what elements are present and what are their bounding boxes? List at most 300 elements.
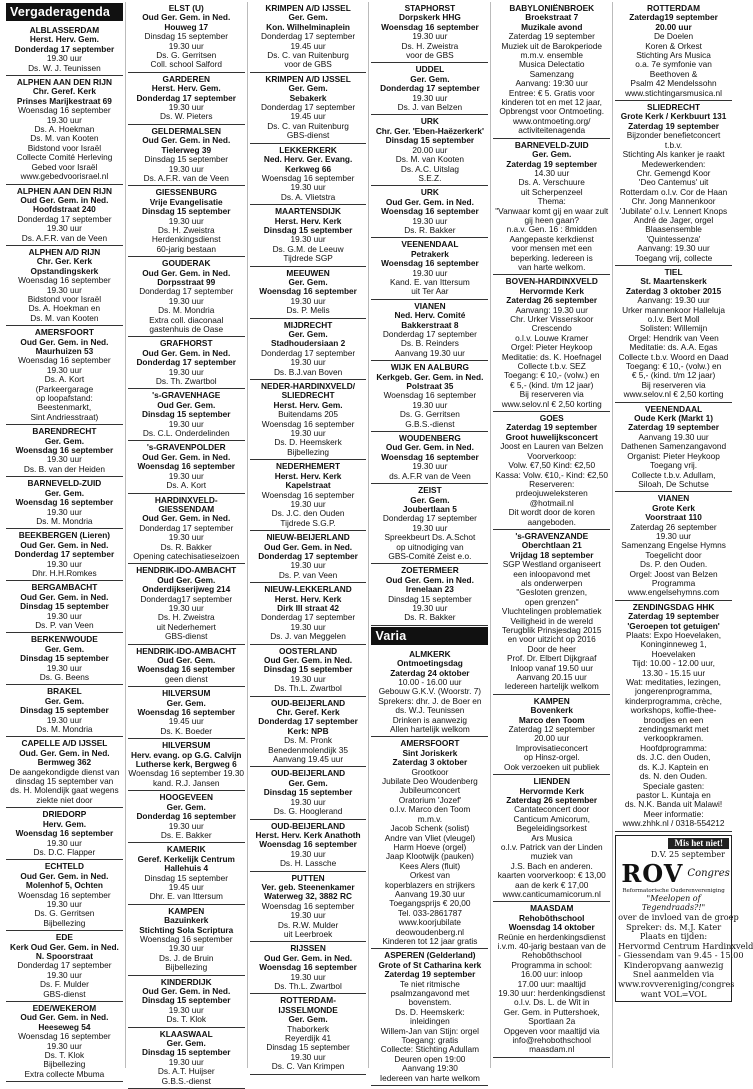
entry-line: Ds. A.T. Huijser — [157, 1066, 215, 1077]
entry-line: Willem-Jan van Stijn: orgel — [380, 1025, 479, 1036]
entry-line: Reünie en herdenkingsdienst — [497, 931, 606, 942]
entry-line: Dinsdag 15 september — [20, 653, 109, 664]
entry-line: pastor L. Kuntaja en — [636, 789, 711, 800]
entry-place: ZEIST — [418, 485, 442, 496]
entry-place: BARNEVELD-ZUID — [514, 139, 589, 150]
entry-line: Andre van Vliet (vleugel) — [384, 832, 476, 843]
entry-line: uit Ter Aar — [411, 286, 449, 297]
entry-line: Muzikale avond — [521, 21, 583, 32]
entry-line: Plaats: Expo Hoevelaken, — [626, 630, 722, 640]
entry-place: HARDINXVELD- — [154, 494, 218, 505]
entry-line: Sint Joriskerk — [402, 747, 458, 758]
entry-line: 19.30 uur — [46, 714, 82, 725]
agenda-entry — [493, 775, 610, 902]
agenda-entry — [250, 583, 367, 644]
entry-line: Herv. evang. op G.G. Calvijn — [130, 749, 242, 760]
entry-line: Woensdag 16 september — [261, 172, 355, 183]
entry-place: KAMERIK — [166, 844, 206, 855]
entry-place: KINDERDIJK — [160, 976, 212, 987]
entry-line: gij heen gaan? — [524, 214, 579, 225]
entry-line: 19.30 uur — [46, 969, 82, 980]
entry-line: Bidstond voor Israël — [27, 293, 102, 304]
entry-line: Ds. F. Mulder — [39, 979, 89, 990]
entry-line: Ds. D.C. Flapper — [33, 846, 96, 857]
entry-line: Entree: € 5. Gratis voor — [508, 87, 595, 98]
entry-line: 'Geroepen tot getuigen' — [627, 620, 720, 631]
entry-line: Ds. R.W. Mulder — [277, 919, 339, 930]
entry-line: Ds. Th.L. Zwartbol — [274, 683, 342, 694]
entry-line: kinderen tot en met 12 jaar, — [501, 97, 602, 108]
entry-line: Terugblik Prinsjesdag 2015 — [501, 625, 602, 635]
entry-place: KLAASWAAL — [159, 1028, 213, 1039]
entry-line: Jacob Schenk (solist) — [390, 823, 470, 834]
entry-line: "Gesloten grenzen, — [516, 587, 588, 598]
entry-line: 19.30 uur — [412, 461, 448, 472]
entry-line: Woensdag 16 september — [18, 275, 111, 286]
entry-line: Thaborkerk — [287, 1023, 330, 1034]
entry-line: Aanvang: 19.30 uur — [515, 304, 588, 315]
entry-line: Musica Delectatio — [518, 59, 585, 70]
entry-line: Extra coll. diaconaal — [149, 314, 224, 325]
entry-line: ds. H. Molendijk gaat wegens — [10, 785, 119, 796]
entry-line: Tijd: 10.00 - 12.00 uur, — [632, 658, 715, 669]
rov-congress-advertisement — [615, 835, 753, 1003]
entry-line: Veiligheid in de wereld — [510, 615, 594, 626]
entry-line: 19.30 uur — [290, 673, 326, 684]
entry-place: EDE/WEKEROM — [32, 1003, 97, 1013]
entry-line: Aanvang 19.45 uur — [273, 754, 344, 765]
agenda-entry — [250, 872, 367, 943]
entry-line: Ger. Gem. — [288, 329, 328, 339]
entry-line: Orgel: Hendrik van Veen — [628, 332, 719, 343]
entry-place: UDDEL — [415, 64, 445, 75]
entry-line: Woensdag 16 september — [261, 900, 355, 911]
entry-place: OUD-BEIJERLAND — [270, 768, 346, 779]
entry-line: Benedenmolendijk 35 — [268, 744, 348, 755]
entry-line: Ds. B. Reinders — [400, 338, 459, 349]
entry-line: Oud Ger. Gem. in Ned. — [142, 267, 231, 278]
agenda-entry — [6, 246, 123, 326]
entry-line: Sportlaan 2a — [528, 1016, 576, 1027]
entry-line: Chr. Ger. 'Eben-Haëzerkerk' — [375, 125, 484, 136]
entry-line: Stichting Als kanker je raakt — [622, 149, 725, 160]
entry-line: o.l.v. Marco den Toom — [389, 804, 471, 815]
entry-place: AMERSFOORT — [34, 327, 94, 338]
entry-line: Ver. geb. Steenenkamer — [261, 881, 355, 892]
entry-line: 19.30 uur — [46, 662, 82, 673]
entry-line: GIESSENDAM — [158, 503, 215, 514]
agenda-entry — [371, 300, 488, 361]
entry-line: Toegang: € 10,- (volw.) en — [625, 361, 722, 372]
entry-place: OUD-BEIJERLAND — [270, 820, 346, 831]
entry-line: Oud Ger. Gem. in Ned. — [20, 194, 109, 205]
entry-line: Ger. Gem. — [288, 1014, 328, 1025]
entry-line: Woensdag 16 september — [261, 418, 355, 429]
agenda-entry — [250, 144, 367, 205]
entry-line: Ds. P. van Veen — [35, 619, 94, 630]
entry-line: Bijbellezing — [287, 446, 330, 457]
entry-line: GBS-dienst — [165, 631, 208, 642]
entry-line: www.engelsehymns.com — [627, 587, 720, 598]
entry-place: GIESSENBURG — [155, 187, 217, 198]
entry-line: Dathenen Samenzangavond — [620, 441, 727, 452]
entry-line: www.gebedvoorisrael.nl — [20, 171, 109, 182]
agenda-entry — [371, 63, 488, 115]
entry-line: Ds. R. Bakker — [404, 224, 456, 235]
entry-line: Oud Ger. Gem. in Ned. — [142, 986, 231, 996]
entry-line: Jubileumconcert — [399, 785, 461, 796]
entry-line: ds. N.K. Banda uit Malawi! — [624, 799, 723, 810]
agenda-entry — [371, 737, 488, 949]
entry-line: Ger. Gem. in Puttershoek, — [503, 1006, 600, 1017]
logo-suffix: Congres — [687, 867, 730, 879]
entry-line: Zaterdag 19 september — [628, 120, 719, 131]
entry-line: Toegang vrij, collecte — [634, 252, 713, 263]
agenda-entry — [128, 257, 245, 337]
entry-line: 19.30 uur — [46, 223, 82, 234]
entry-place: KAMPEN — [168, 905, 205, 916]
entry-line: Rehobôthschool — [519, 912, 585, 923]
entry-line: 19.30 uur — [46, 114, 82, 125]
entry-line: Donderdag 17 september — [14, 549, 115, 560]
agenda-entry — [250, 460, 367, 531]
entry-line: Aanvang: 19.30 uur — [637, 295, 710, 306]
agenda-entry — [128, 2, 245, 73]
entry-line: m.m.v. — [417, 813, 443, 824]
entry-place: GOUDERAK — [162, 258, 211, 269]
agenda-entry — [6, 737, 123, 808]
entry-line: Chr. Geref. Kerk — [276, 707, 340, 718]
entry-line: Marco den Toom — [518, 714, 585, 725]
entry-line: 19.30 uur — [290, 796, 326, 807]
ad-line: Kinderopvang aanwezig — [623, 959, 724, 970]
entry-line: 19.30 uur — [46, 506, 82, 517]
entry-line: Zaterdag 19 september — [628, 422, 719, 433]
entry-line: workshops, koffie-thee- — [630, 705, 717, 716]
entry-line: Donderdag 17 september — [139, 522, 234, 533]
entry-line: Toegangsprijs € 20,00 — [389, 898, 471, 909]
entry-line: Onderdijkserijweg 214 — [142, 584, 231, 595]
entry-line: www.stichtingarsmusica.nl — [625, 87, 722, 98]
entry-place: OOSTERLAND — [279, 645, 338, 656]
entry-line: Ds. D. Heemskerk: — [395, 1006, 465, 1017]
entry-line: Deuren open 19:00 — [394, 1053, 466, 1064]
agenda-entry — [493, 412, 610, 530]
entry-line: Dhr. E. van Ittersum — [149, 891, 223, 902]
entry-line: Dorpsstraat 99 — [157, 276, 216, 287]
entry-line: Zaterdag 12 september — [508, 724, 595, 735]
entry-line: Meer informatie: — [643, 808, 704, 819]
entry-line: Ger. Gem. — [166, 1038, 206, 1049]
entry-place: KRIMPEN A/D IJSSEL — [265, 73, 351, 84]
agenda-entry — [250, 267, 367, 319]
entry-line: Samenzang Engelse Hymns — [621, 540, 726, 551]
entry-line: Ds. J. van Meggelen — [270, 631, 346, 642]
entry-line: Kand. E. van Ittersum — [390, 276, 470, 287]
entry-line: m.m.v. ensemble — [520, 50, 583, 61]
entry-line: Meditatie: ds. K. Hoefnagel — [501, 351, 602, 362]
entry-line: St. Maartenskerk — [640, 276, 707, 287]
entry-line: Oud Ger. Gem. — [157, 655, 216, 665]
entry-line: Zaterdag 26 september — [506, 295, 598, 306]
entry-line: Kapelstraat — [285, 480, 331, 491]
entry-line: Chr. Ger. Kerk — [36, 256, 93, 267]
entry-line: Hoevelaken — [651, 648, 696, 659]
entry-line: Ds. H. Zweistra — [401, 40, 459, 51]
agenda-entry — [371, 949, 488, 1086]
entry-place: ASPEREN (Gelderland) — [384, 950, 476, 961]
agenda-entry — [250, 767, 367, 819]
entry-line: Ds. G.M. de Leeuw — [272, 243, 344, 254]
entry-line: Kees Alers (fluit) — [399, 860, 461, 871]
entry-line: 19.30 uur — [168, 215, 204, 226]
entry-line: Woensdag 16 september 19.30 — [128, 768, 245, 779]
entry-line: Ds. A. Kort — [44, 374, 85, 385]
entry-line: Bermweg 362 — [37, 757, 92, 768]
entry-line: Ds. H. Zweistra — [157, 224, 215, 235]
agenda-entry — [128, 337, 245, 389]
entry-line: Ds. M. Mondria — [36, 724, 93, 735]
entry-line: Oud Ger. Gem. in Ned. — [385, 574, 474, 585]
entry-line: o.l.v. Patrick van der Linden — [500, 841, 603, 852]
entry-line: Aanvang 19.30 uur — [394, 347, 465, 358]
entry-line: ds. W.J. Teunissen — [395, 705, 465, 716]
entry-line: SLIEDRECHT — [281, 390, 335, 401]
entry-line: Sint Andriesstraat) — [30, 411, 99, 422]
entry-line: Ds. W. J. Teunissen — [28, 62, 101, 73]
entry-line: Urker mannenkoor Halleluja — [622, 304, 725, 315]
entry-line: Groot huwelijksconcert — [505, 431, 598, 442]
entry-line: Kon. Wilhelminaplein — [266, 21, 350, 32]
entry-line: € 5,- (kind. t/m 12 jaar) — [509, 379, 594, 390]
entry-line: Zaterdag 19 september — [628, 611, 719, 622]
entry-line: www.ontmoeting.org/ — [512, 115, 591, 126]
entry-line: Woensdag 16 september — [381, 206, 479, 217]
column-1 — [4, 2, 125, 1079]
entry-line: Rotterdam o.l.v. Cor de Haan — [619, 186, 728, 197]
entry-line: Woensdag 16 september — [18, 889, 111, 900]
entry-line: Drinken is aanwezig — [392, 714, 468, 725]
entry-line: Ned. Herv. Ger. Evang. — [263, 154, 353, 165]
entry-line: Aanvang: 19.30 uur — [637, 243, 710, 254]
entry-line: Bovenkerk — [530, 705, 573, 716]
entry-line: Joost en Lauren van Belzen — [500, 441, 604, 452]
entry-line: Geref. Kerkelijk Centrum — [137, 853, 235, 864]
entry-line: op loopafstand: — [36, 393, 93, 404]
agenda-entry — [6, 581, 123, 633]
entry-line: Ds. G. Beens — [39, 672, 90, 682]
entry-line: Collecte Comité Herleving — [16, 152, 113, 163]
entry-line: Irenelaan 23 — [405, 584, 454, 595]
entry-line: Meditatie: ds. A.A. Egas — [629, 342, 718, 353]
entry-line: IJSSELMONDE — [278, 1004, 338, 1015]
agenda-entry — [615, 266, 732, 403]
entry-place: OUD-BEIJERLAND — [270, 697, 346, 708]
entry-line: 19.30 uur — [168, 295, 204, 306]
entry-line: 19.30 uur — [168, 470, 204, 481]
entry-line: Oud Ger. Gem. in Ned. — [385, 196, 474, 207]
entry-line: G.B.S.-dienst — [161, 1075, 211, 1086]
entry-line: uit Scherpenzeel — [520, 186, 583, 197]
entry-line: 19.30 uur — [168, 163, 204, 174]
agenda-entry — [250, 645, 367, 697]
entry-place: ROTTERDAM- — [280, 995, 336, 1006]
entry-line: o.l.v. Bert Moll — [647, 314, 700, 324]
entry-place: GRAFHORST — [159, 338, 213, 349]
entry-line: 19.30 uur — [290, 295, 326, 306]
entry-line: Grootkoor — [411, 766, 449, 777]
entry-line: Oude Kerk (Markt 1) — [634, 413, 713, 424]
entry-place: 's-GRAVENZANDE — [515, 530, 589, 541]
entry-line: Dinsdag 15 september — [266, 1042, 350, 1053]
entry-line: Ds. A. Verschuure — [518, 177, 585, 188]
entry-line: Herst. Herv. Gem. — [151, 83, 221, 94]
entry-place: ROTTERDAM — [647, 3, 701, 13]
entry-line: Herst. Herv. Gem. — [29, 34, 99, 45]
entry-line: Ds. Th. Zwartbol — [155, 376, 217, 387]
entry-line: Donderdag 17 september — [380, 83, 480, 94]
entry-line: inleidingen — [410, 1016, 450, 1027]
entry-line: Woensdag 16 september — [18, 355, 111, 366]
entry-line: Oud Ger. Gem. in Ned. — [20, 1012, 109, 1023]
entry-line: 19.30 uur — [168, 102, 204, 113]
entry-line: Ds. J. van Belzen — [397, 102, 463, 113]
entry-line: 19.30 uur — [46, 364, 82, 375]
agenda-entry — [250, 380, 367, 460]
agenda-entry — [128, 687, 245, 739]
agenda-entry — [371, 564, 488, 625]
entry-line: 19.30 uur — [168, 1004, 204, 1015]
entry-line: Inloop vanaf 19.50 uur — [510, 662, 594, 673]
entry-line: Chr. Jong Mannenkoor — [631, 196, 716, 207]
entry-place: MAASDAM — [530, 903, 574, 914]
entry-line: Ds. Th.L. Zwartbol — [274, 981, 342, 991]
entry-place: MEEUWEN — [286, 267, 330, 278]
agenda-entry — [371, 484, 488, 564]
entry-line: Heeseweg 54 — [38, 1021, 91, 1032]
entry-line: Orkest van — [409, 870, 450, 881]
entry-line: Ds. G. Gerritsen — [399, 409, 460, 420]
entry-line: Voorverkoop: — [527, 450, 577, 461]
entry-line: Woensdag 16 september — [137, 461, 236, 472]
entry-line: 19.45 uur — [168, 716, 204, 727]
entry-place: ALMKERK — [409, 648, 451, 659]
entry-line: Samenzang — [529, 68, 574, 79]
entry-line: Bij reserveren via — [519, 389, 584, 400]
entry-line: Harm Hoeve (orgel) — [393, 841, 467, 852]
entry-line: Aanvang: 19:30 uur — [515, 78, 588, 89]
entry-line: i.v.m. 40-jarig bestaan van de — [497, 941, 606, 951]
entry-line: Jaap Klootwijk (pauken) — [385, 851, 474, 862]
entry-line: Aanvang 20.15 uur — [516, 672, 587, 683]
entry-line: Woensdag 16 september — [18, 105, 111, 116]
entry-line: Cantateconcert door — [514, 804, 590, 815]
entry-place: NIEUW-LEKKERLAND — [264, 584, 352, 595]
entry-place: PUTTEN — [291, 872, 325, 883]
entry-line: Tel. 033-2861787 — [397, 907, 462, 918]
entry-line: Woensdag 16 september — [15, 828, 114, 839]
entry-line: Organist: Pieter Heykoop — [627, 450, 720, 461]
agenda-entry — [6, 633, 123, 685]
entry-line: Ger. Gem. — [44, 435, 85, 446]
entry-line: Ds. C.L. Onderdelinden — [142, 428, 230, 439]
entry-line: Ned. Herv. Comité — [394, 310, 466, 321]
entry-place: DRIEDORP — [42, 809, 87, 820]
agenda-entry — [250, 73, 367, 144]
ad-line: over de invloed van de groep — [618, 911, 739, 922]
agenda-entry — [128, 843, 245, 904]
entry-line: Dorpskerk HHG — [399, 12, 461, 23]
logo-subtitle: Reformatorische Ouderenvereniging — [622, 887, 725, 894]
entry-line: Rehobôthschool — [521, 950, 582, 961]
entry-line: Donderdag 17 september — [258, 716, 358, 727]
entry-line: Stichting Ars Musica — [636, 50, 711, 61]
entry-line: Woensdag 14 oktober — [508, 922, 595, 933]
entry-line: Bij reserveren via — [641, 379, 706, 390]
entry-line: Dinsdag 15 september — [20, 601, 109, 612]
entry-line: Donderdag 17 september — [139, 286, 234, 297]
agenda-entry — [6, 931, 123, 1002]
entry-line: 60-jarig bestaan — [156, 243, 216, 254]
entry-place: LIENDEN — [533, 776, 570, 787]
entry-line: Ger. Gem. — [288, 777, 328, 788]
entry-line: Ontmoetingsdag — [396, 658, 463, 669]
entry-line: Siloah, De Schutse — [638, 478, 709, 489]
agenda-entry — [371, 2, 488, 63]
entry-line: beperking. Iedereen is — [510, 252, 593, 263]
entry-line: Bidstond voor Israël — [27, 142, 102, 153]
entry-line: GBS-dienst — [43, 988, 86, 999]
entry-line: Reserveren: — [529, 478, 575, 489]
agenda-entry — [615, 2, 732, 101]
entry-line: Kinderen tot 12 jaar gratis — [382, 935, 478, 946]
entry-line: Donderdag 17 september — [136, 92, 237, 103]
entry-line: 'Deo Cantemus' uit — [638, 177, 709, 188]
entry-line: Bijzonder benefietconcert — [626, 130, 721, 141]
ad-motto: "Meelopen of Tegendraads?!" — [641, 893, 706, 913]
entry-place: VIANEN — [657, 493, 690, 504]
entry-line: Toegang vrij. — [650, 460, 698, 471]
entry-place: HILVERSUM — [162, 688, 211, 699]
entry-line: Prinses Marijkestraat 69 — [16, 95, 112, 106]
agenda-entry — [250, 820, 367, 872]
entry-line: 19.30 uur — [290, 357, 326, 368]
entry-line: 19.30 uur — [412, 399, 448, 410]
entry-line: Dinsdag 15 september — [263, 787, 353, 798]
entry-line: Ars Musica — [531, 832, 573, 843]
entry-line: Ds. C. van Ruitenburg — [267, 120, 349, 131]
agenda-entry — [493, 695, 610, 775]
entry-line: Ger. Gem. — [166, 697, 206, 708]
agenda-entry — [128, 1028, 245, 1089]
entry-line: Woensdag 16 september — [15, 497, 114, 508]
agenda-entry — [250, 942, 367, 994]
entry-line: Kerk: NPB — [287, 725, 329, 736]
entry-line: 19.30 uur — [290, 910, 326, 921]
entry-line: 19.30 uur — [290, 428, 326, 439]
entry-line: Tielerweg 39 — [161, 144, 212, 155]
entry-place: BERGAMBACHT — [31, 582, 98, 593]
entry-line: 19.45 uur — [290, 111, 326, 122]
ad-date: D.V. 25 september — [650, 850, 725, 860]
entry-line: Buitendams 205 — [278, 409, 339, 420]
entry-line: Reyerdijk 41 — [285, 1033, 332, 1044]
agenda-entry — [250, 994, 367, 1074]
agenda-entry — [128, 494, 245, 565]
entry-line: 19.30 uur — [46, 837, 82, 848]
entry-line: Zaterdag 19 september — [506, 422, 598, 433]
entry-line: Dinsdag 15 september — [388, 593, 472, 604]
